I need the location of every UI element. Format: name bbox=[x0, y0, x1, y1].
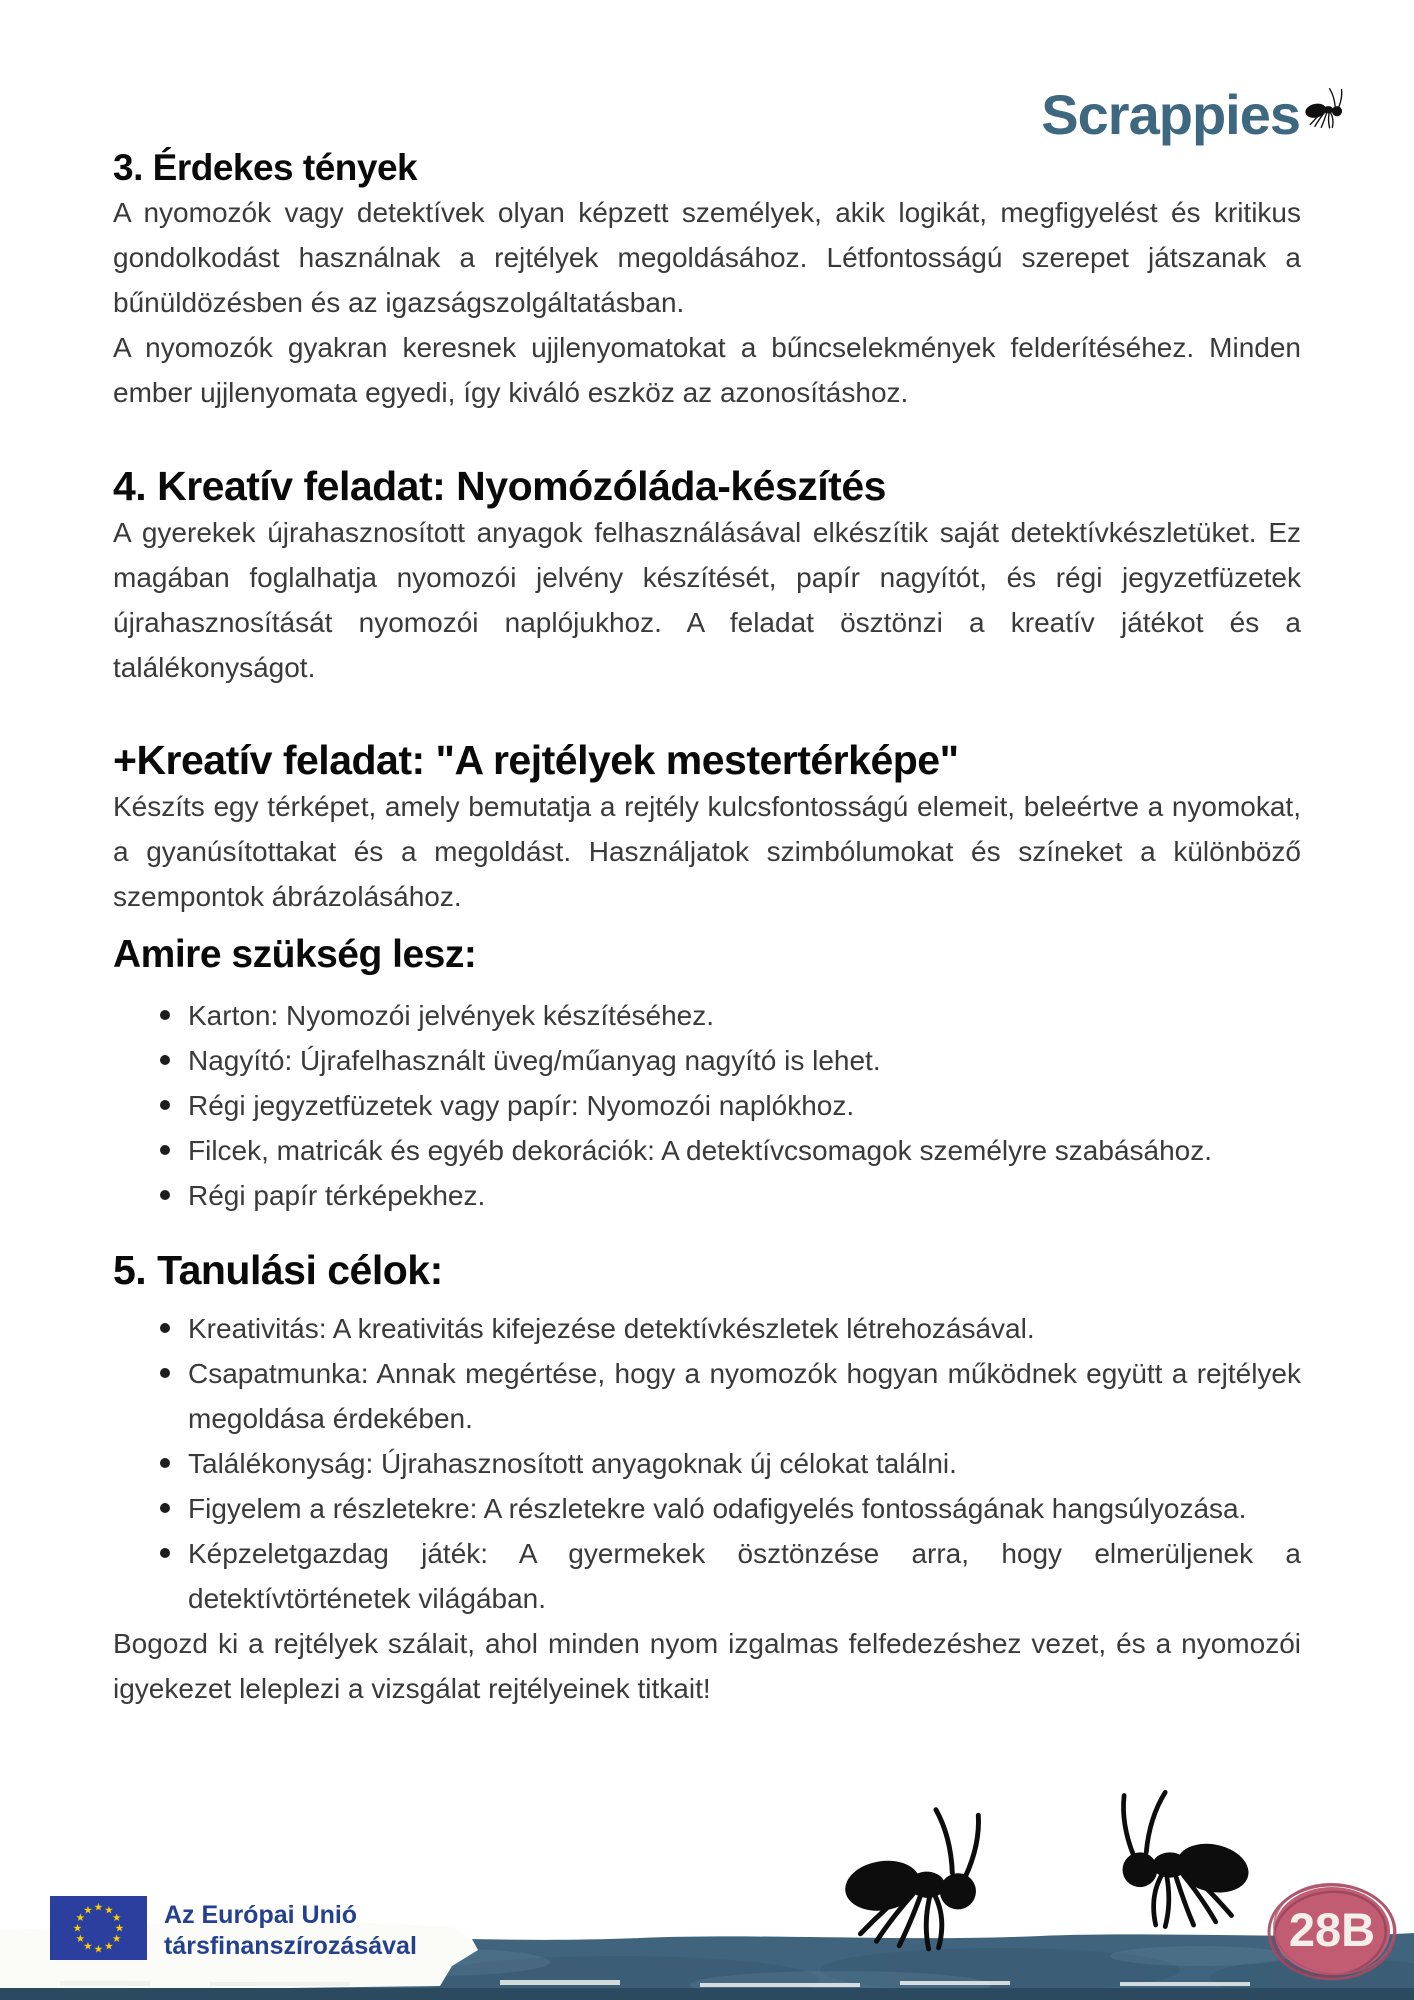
materials-list bbox=[113, 993, 1301, 1218]
svg-text:★: ★ bbox=[104, 1940, 114, 1953]
creative-plus-heading: +Kreatív feladat: "A rejtélyek mestertérképe" bbox=[113, 737, 959, 783]
footer-watercolor-band bbox=[0, 1780, 1414, 2000]
list-item: Nagyító: Újrafelhasznált üveg/műanyag nagyító is lehet. bbox=[188, 1038, 1301, 1083]
list-item: Képzeletgazdag játék: A gyermekek ösztönzése arra, hogy elmerüljenek a detektívtörténetek világában. bbox=[188, 1531, 1301, 1621]
scrappies-logo bbox=[1041, 83, 1348, 146]
list-item: Filcek, matricák és egyéb dekorációk: A detektívcsomagok személyre szabásához. bbox=[188, 1128, 1301, 1173]
ant-illustration-left bbox=[838, 1805, 981, 1951]
closing-paragraph: Bogozd ki a rejtélyek szálait, ahol minden nyom izgalmas felfedezéshez vezet, és a nyomozói igyekezet leleplezi a vizsgálat rejtélyeinek titkait! bbox=[113, 1628, 1301, 1704]
logo-wordmark: Scrappies bbox=[1041, 83, 1300, 146]
list-item: Találékonyság: Újrahasznosított anyagoknak új célokat találni. bbox=[188, 1441, 1301, 1486]
svg-text:★: ★ bbox=[75, 1912, 86, 1924]
goals-list bbox=[113, 1306, 1301, 1621]
creative-plus-paragraph: Készíts egy térképet, amely bemutatja a rejtély kulcsfontosságú elemeit, beleértve a nyomokat, a gyanúsítottakat és a megoldást. Használjatok szimbólumokat és színeket a különböző szempontok ábrázolásához. bbox=[113, 791, 1301, 912]
eu-funding-line-2: társfinanszírozásával bbox=[164, 1932, 417, 1960]
page-badge bbox=[1264, 1882, 1404, 1986]
svg-text:★: ★ bbox=[111, 1912, 122, 1924]
facts-paragraph-1: A nyomozók vagy detektívek olyan képzett személyek, akik logikát, megfigyelést és kritikus gondolkodást használnak a rejtélyek megoldásához. Létfontosságú szerepet játszanak a bűnüldözésben és az igazságszolgáltatásban. bbox=[113, 197, 1301, 318]
svg-text:★: ★ bbox=[111, 1933, 122, 1945]
svg-text:★: ★ bbox=[93, 1943, 104, 1956]
band-bottom-strip bbox=[0, 1988, 1414, 2000]
section-5-heading: 5. Tanulási célok: bbox=[113, 1247, 443, 1293]
list-item: Csapatmunka: Annak megértése, hogy a nyomozók hogyan működnek együtt a rejtélyek megoldása érdekében. bbox=[188, 1351, 1301, 1441]
svg-text:★: ★ bbox=[72, 1922, 83, 1935]
eu-funding-line-1: Az Európai Unió bbox=[164, 1901, 358, 1929]
materials-heading: Amire szükség lesz: bbox=[113, 933, 477, 976]
svg-text:★: ★ bbox=[93, 1901, 104, 1914]
creative-paragraph: A gyerekek újrahasznosított anyagok felhasználásával elkészítik saját detektívkészletüket. Ez magában foglalhatja nyomozói jelvény készítését, papír nagyítót, és régi jegyzetfüzetek újrahasznosítását nyomozói naplójukhoz. A feladat ösztönzi a kreatív játékot és a találékonyságot. bbox=[113, 517, 1301, 683]
list-item: Figyelem a részletekre: A részletekre való odafigyelés fontosságának hangsúlyozása. bbox=[188, 1486, 1301, 1531]
svg-text:★: ★ bbox=[114, 1922, 125, 1935]
svg-text:★: ★ bbox=[75, 1933, 86, 1945]
page-number: 28B bbox=[1288, 1903, 1376, 1956]
list-item: Régi jegyzetfüzetek vagy papír: Nyomozói naplókhoz. bbox=[188, 1083, 1301, 1128]
ant-illustration-right bbox=[1123, 1792, 1254, 1926]
svg-text:★: ★ bbox=[104, 1904, 114, 1917]
eu-funding-attribution bbox=[164, 1900, 417, 1962]
facts-paragraph-2: A nyomozók gyakran keresnek ujjlenyomatokat a bűncselekmények felderítéséhez. Minden ember ujjlenyomata egyedi, így kiváló eszköz az azonosításhoz. bbox=[113, 332, 1301, 408]
ant-icon bbox=[1302, 82, 1348, 134]
svg-text:★: ★ bbox=[83, 1904, 93, 1917]
section-3-heading: 3. Érdekes tények bbox=[113, 147, 418, 188]
svg-text:★: ★ bbox=[83, 1940, 93, 1953]
list-item: Karton: Nyomozói jelvények készítéséhez. bbox=[188, 993, 1301, 1038]
eu-flag bbox=[50, 1896, 147, 1960]
section-4-heading: 4. Kreatív feladat: Nyomózóláda-készítés bbox=[113, 463, 886, 509]
list-item: Régi papír térképekhez. bbox=[188, 1173, 1301, 1218]
list-item: Kreativitás: A kreativitás kifejezése detektívkészletek létrehozásával. bbox=[188, 1306, 1301, 1351]
document-content bbox=[113, 0, 1301, 1711]
